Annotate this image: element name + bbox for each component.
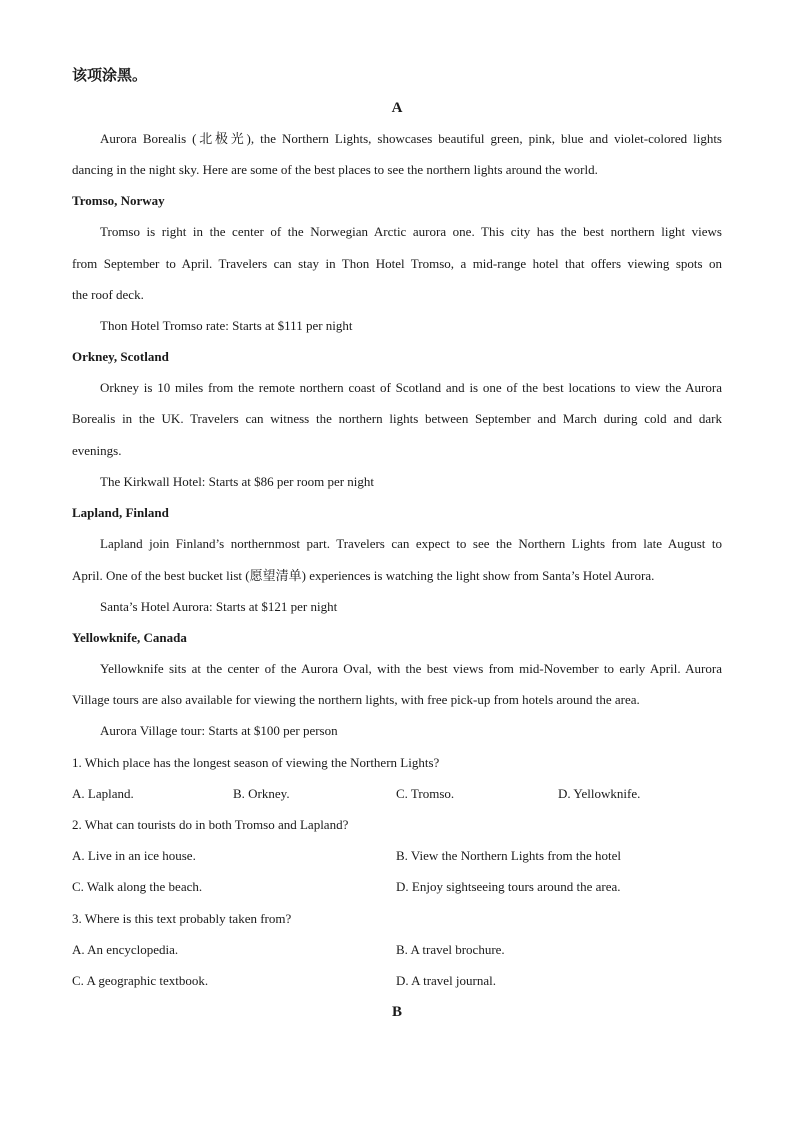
section-b-label: B	[391, 1004, 402, 1020]
question-3-option-a: A. An encyclopedia.	[72, 942, 179, 957]
section-a-label: A	[391, 100, 403, 116]
question-1-stem: 1. Which place has the longest season of viewing the Northern Lights?	[72, 755, 440, 770]
orkney-line-3: evenings.	[72, 443, 122, 458]
tromso-line-3: the roof deck.	[72, 287, 144, 302]
question-1-option-b: B. Orkney.	[233, 786, 290, 801]
question-1-option-c: C. Tromso.	[396, 786, 455, 801]
tromso-heading: Tromso, Norway	[72, 193, 165, 208]
tromso-line-2: from September to April. Travelers can stay in Thon Hotel Tromso, a mid-range hotel that offers viewing spots on	[72, 256, 722, 271]
intro-line-2: dancing in the night sky. Here are some of the best places to see the northern lights around the world.	[72, 162, 598, 177]
question-2-option-d: D. Enjoy sightseeing tours around the area.	[396, 879, 621, 894]
question-2-option-a: A. Live in an ice house.	[72, 848, 196, 863]
question-2-stem: 2. What can tourists do in both Tromso and Lapland?	[72, 817, 349, 832]
lapland-heading: Lapland, Finland	[72, 505, 169, 520]
question-3-option-c: C. A geographic textbook.	[72, 973, 209, 988]
yellowknife-rate: Aurora Village tour: Starts at $100 per person	[100, 723, 338, 738]
question-2-option-b: B. View the Northern Lights from the hotel	[396, 848, 621, 863]
yellowknife-heading: Yellowknife, Canada	[72, 630, 187, 645]
orkney-line-1: Orkney is 10 miles from the remote northern coast of Scotland and is one of the best locations to view the Aurora	[100, 380, 722, 395]
question-2-option-c: C. Walk along the beach.	[72, 879, 203, 894]
question-1-option-d: D. Yellowknife.	[558, 786, 641, 801]
orkney-heading: Orkney, Scotland	[72, 349, 169, 364]
lapland-line-1: Lapland join Finland’s northernmost part. Travelers can expect to see the Northern Lights from late August to	[100, 536, 722, 551]
orkney-line-2: Borealis in the UK. Travelers can witness the northern lights between September and March during cold and dark	[72, 411, 722, 426]
intro-line-1: Aurora Borealis (北极光), the Northern Lights, showcases beautiful green, pink, blue and violet-colored lights	[100, 131, 722, 146]
yellowknife-line-2: Village tours are also available for viewing the northern lights, with free pick-up from hotels around the area.	[72, 692, 640, 707]
lapland-line-2: April. One of the best bucket list (愿望清单) experiences is watching the light show from Santa’s Hotel Aurora.	[72, 568, 655, 583]
tromso-line-1: Tromso is right in the center of the Norwegian Arctic aurora one. This city has the best northern light views	[100, 224, 722, 239]
yellowknife-line-1: Yellowknife sits at the center of the Aurora Oval, with the best views from mid-November to early April. Aurora	[100, 661, 722, 676]
lapland-rate: Santa’s Hotel Aurora: Starts at $121 per night	[100, 599, 338, 614]
tromso-rate: Thon Hotel Tromso rate: Starts at $111 per night	[100, 318, 353, 333]
question-3-option-d: D. A travel journal.	[396, 973, 497, 988]
question-3-option-b: B. A travel brochure.	[396, 942, 505, 957]
orkney-rate: The Kirkwall Hotel: Starts at $86 per room per night	[100, 474, 375, 489]
question-1-option-a: A. Lapland.	[72, 786, 134, 801]
question-3-stem: 3. Where is this text probably taken from?	[72, 911, 292, 926]
header-fragment: 该项涂黑。	[72, 66, 148, 84]
